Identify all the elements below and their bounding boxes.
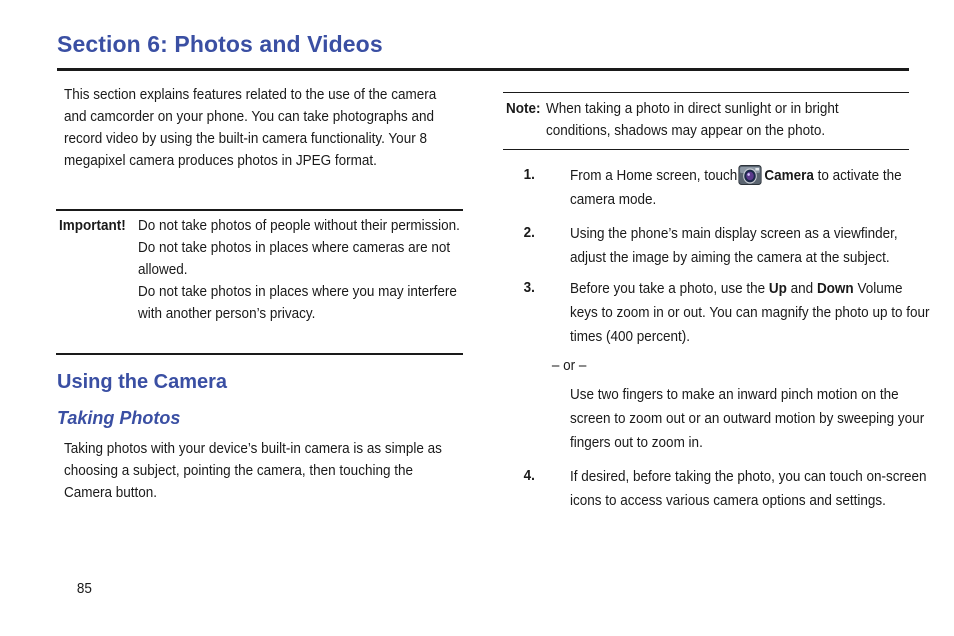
step-number: 3. [523, 279, 535, 296]
important-line: Do not take photos of people without their permission. [138, 217, 460, 234]
step-3-alt: Use two fingers to make an inward pinch motion on the screen to zoom out or an outward motion by sweeping your fingers out to zoom in. [570, 386, 925, 451]
title-divider [57, 68, 909, 71]
step-number: 1. [523, 166, 535, 183]
note-label: Note: [506, 100, 541, 117]
heading-using-camera: Using the Camera [57, 371, 228, 393]
step-1-text: From a Home screen, touch [570, 167, 738, 184]
important-lines [138, 215, 462, 325]
step-3-bold: Down [816, 280, 854, 297]
step-number: 4. [523, 467, 535, 484]
note-bottom-rule [503, 149, 909, 150]
camera-app-icon [738, 165, 761, 185]
section-title: Section 6: Photos and Videos [57, 31, 383, 57]
step-1 [570, 164, 930, 212]
note-top-rule [503, 92, 909, 93]
step-1-bold: Camera [764, 167, 814, 184]
important-line: Do not take photos in places where cameras are not allowed. [138, 239, 451, 278]
page-number: 85 [76, 580, 92, 597]
step-4: If desired, before taking the photo, you can touch on-screen icons to access various camera options and settings. [570, 468, 927, 509]
important-bottom-rule [56, 353, 463, 355]
step-number: 2. [523, 224, 535, 241]
important-label: Important! [59, 217, 126, 234]
intro-paragraph: This section explains features related to the use of the camera and camcorder on your phone. You can take photographs and record video by using the built-in camera functionality. Your 8 megapixel camera produces photos in JPEG format. [64, 86, 437, 169]
step-3 [570, 277, 930, 349]
important-top-rule [56, 209, 463, 211]
step-3-bold: Up [768, 280, 787, 297]
step-2: Using the phone’s main display screen as a viewfinder, adjust the image by aiming the camera at the subject. [570, 225, 898, 266]
taking-photos-paragraph: Taking photos with your device’s built-in camera is as simple as choosing a subject, pointing the camera, then touching the Camera button. [64, 440, 442, 501]
step-3-text: Before you take a photo, use the [570, 280, 766, 297]
heading-taking-photos: Taking Photos [57, 408, 181, 428]
step-3-or: – or – [551, 357, 587, 374]
step-3-text: and [790, 280, 814, 297]
step-3-text: Volume keys to zoom in or out. You can magnify the photo up to four times (400 percent). [570, 280, 930, 345]
step-1-text: to activate the camera mode. [570, 167, 902, 208]
note-text: When taking a photo in direct sunlight or in bright conditions, shadows may appear on the photo. [546, 100, 839, 139]
important-line: Do not take photos in places where you may interfere with another person’s privacy. [138, 283, 457, 322]
